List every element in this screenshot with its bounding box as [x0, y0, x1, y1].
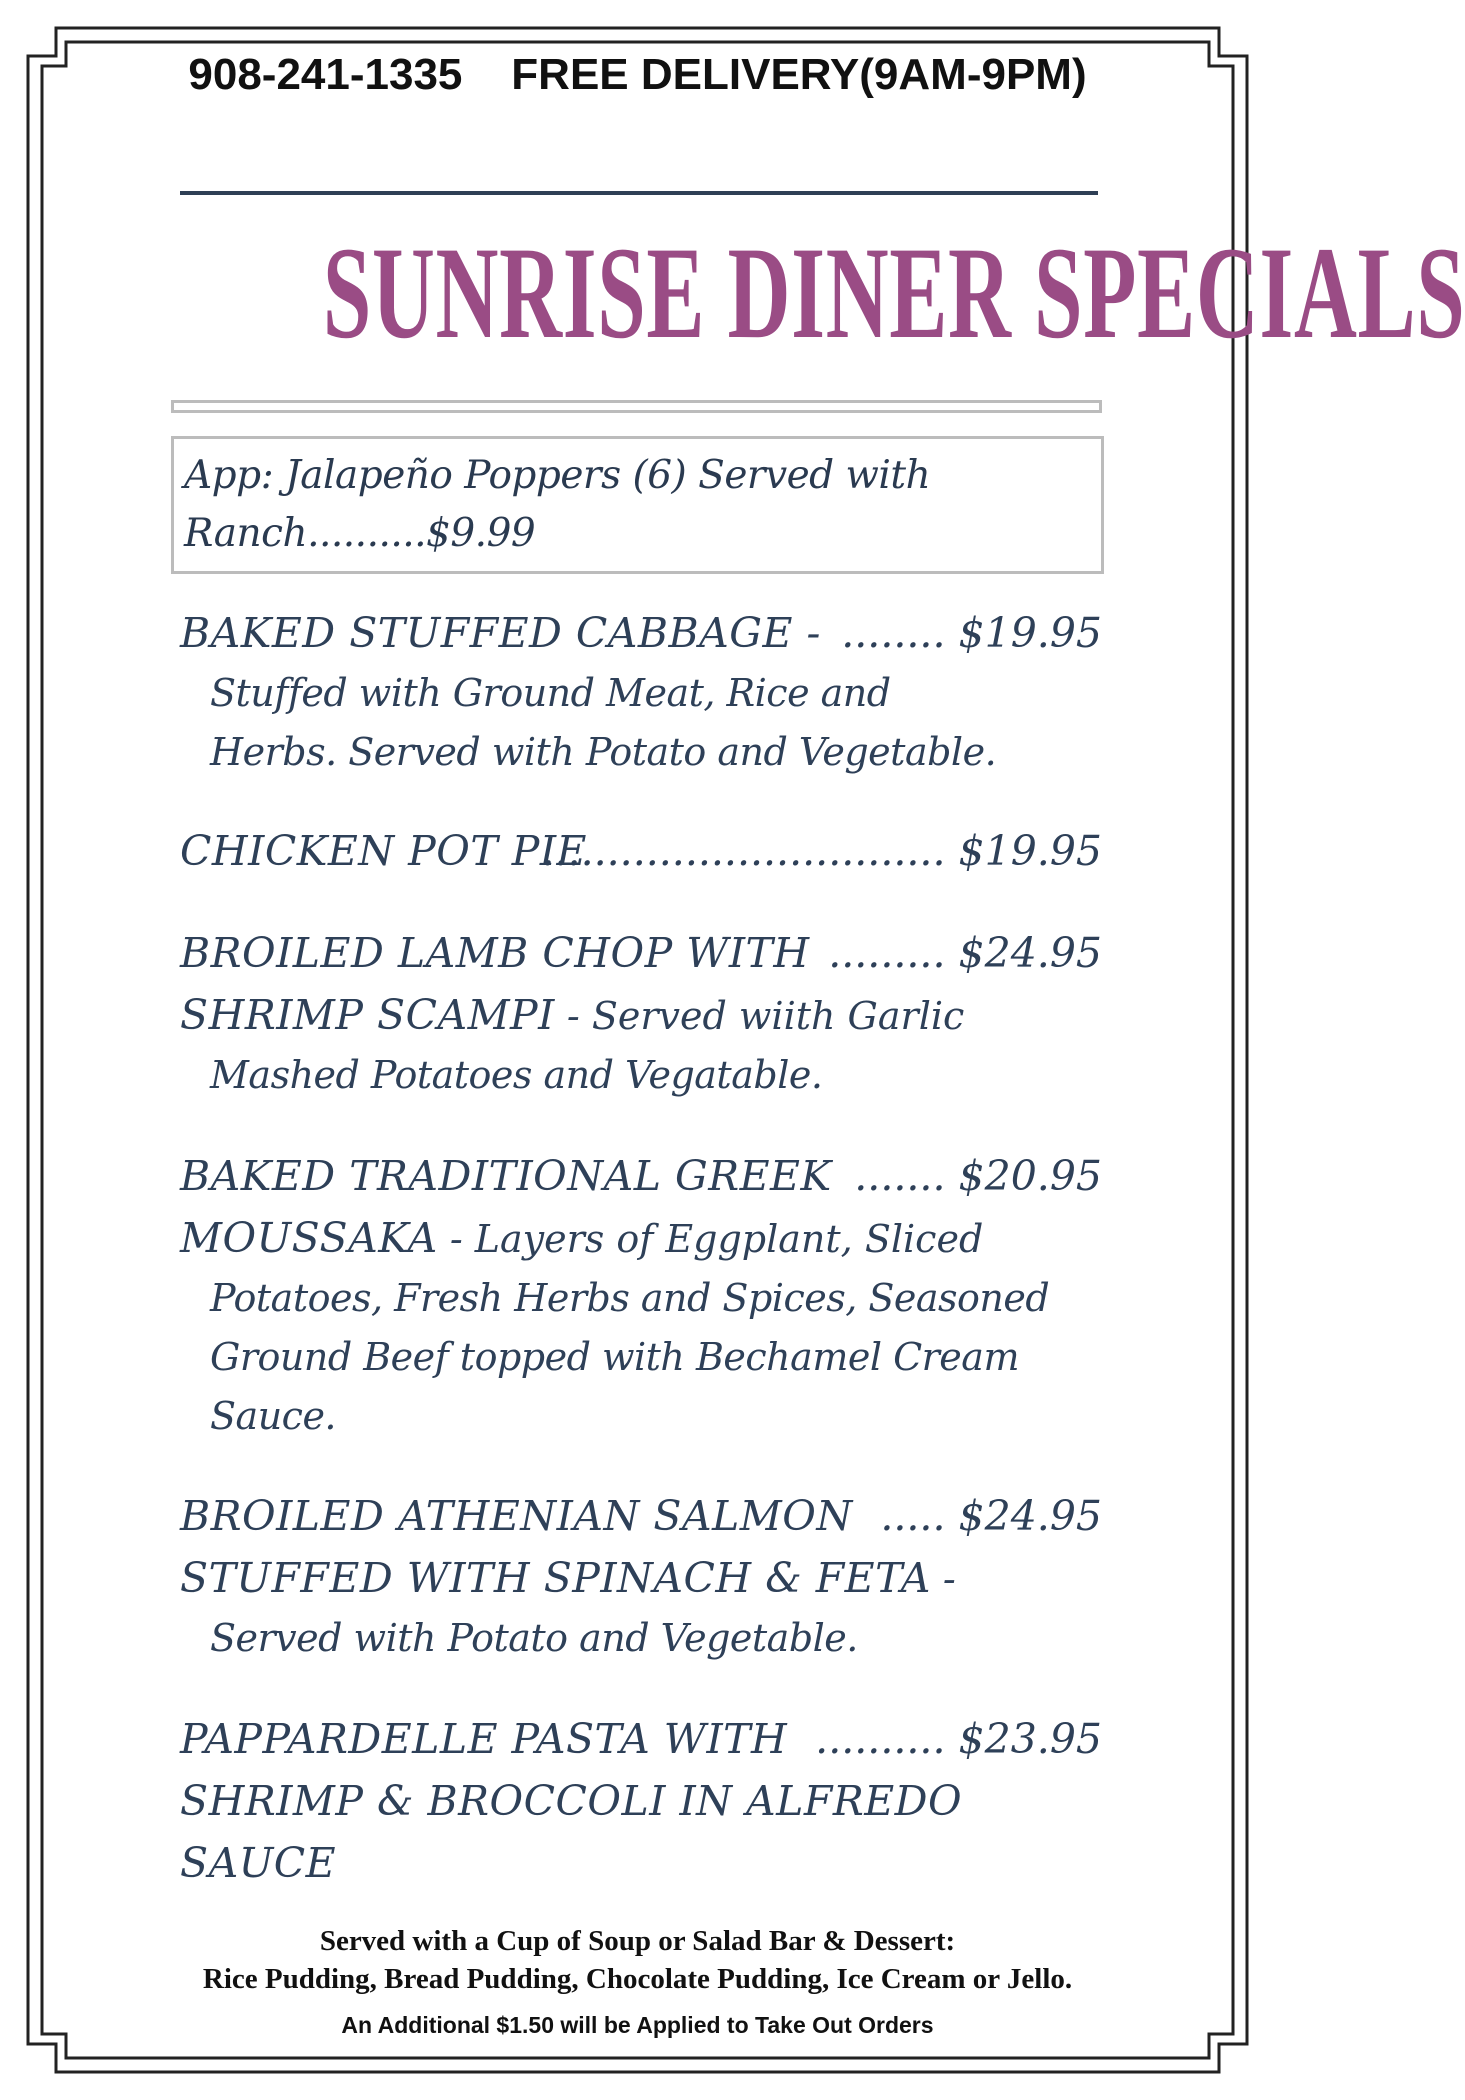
item-price: $19.95	[958, 609, 1102, 657]
menu-item-lamb-chop	[180, 922, 1102, 1105]
item-description: Served with Potato and Vegetable.	[210, 1616, 858, 1660]
page-title: SUNRISE DINER SPECIALS	[322, 219, 1465, 366]
item-name: BROILED ATHENIAN SALMON	[180, 1492, 853, 1540]
item-description: - Served wiith Garlic	[554, 994, 965, 1038]
item-dots: ..........	[815, 1715, 946, 1763]
appetizer-line-1: App: Jalapeño Poppers (6) Served with	[184, 453, 931, 498]
menu-item-stuffed-cabbage	[180, 602, 1102, 782]
menu-item-chicken-pot-pie	[180, 820, 1102, 882]
item-dots: ...............................	[541, 827, 946, 875]
item-name: BAKED TRADITIONAL GREEK	[180, 1152, 832, 1200]
item-name-continued: SHRIMP SCAMPI	[180, 991, 555, 1039]
sides-note-line-2: Rice Pudding, Bread Pudding, Chocolate Pudding, Ice Cream or Jello.	[202, 1963, 1073, 1995]
takeout-note: An Additional $1.50 will be Applied to Take Out Orders	[341, 2012, 934, 2038]
sides-note	[0, 1922, 1275, 1998]
item-description: Potatoes, Fresh Herbs and Spices, Seasoned	[210, 1276, 1050, 1320]
menu-item-moussaka	[180, 1145, 1102, 1446]
item-description: - Layers of Eggplant, Sliced	[437, 1217, 984, 1261]
item-name-continued: STUFFED WITH SPINACH & FETA	[180, 1554, 931, 1602]
item-name: BAKED STUFFED CABBAGE -	[180, 609, 821, 657]
item-name-continued: MOUSSAKA	[180, 1214, 438, 1262]
title-rule-bottom	[171, 400, 1102, 413]
free-delivery-text: FREE DELIVERY(9AM-9PM)	[511, 50, 1087, 99]
item-name-continued: SHRIMP & BROCCOLI IN ALFREDO	[180, 1777, 963, 1825]
appetizer-box	[171, 436, 1104, 574]
item-description: Mashed Potatoes and Vegatable.	[210, 1053, 823, 1097]
item-dots: .....	[880, 1492, 946, 1540]
item-dots: .......	[854, 1152, 946, 1200]
item-description: Stuffed with Ground Meat, Rice and	[210, 671, 891, 715]
title-rule-top	[180, 191, 1098, 195]
item-name-continued: SAUCE	[180, 1839, 337, 1887]
item-name: PAPPARDELLE PASTA WITH	[180, 1715, 788, 1763]
item-dots: ........	[841, 609, 946, 657]
menu-item-salmon	[180, 1485, 1102, 1668]
item-price: $23.95	[958, 1715, 1102, 1763]
appetizer-line-2: Ranch..........$9.99	[184, 511, 536, 556]
item-description: Herbs. Served with Potato and Vegetable.	[210, 730, 997, 774]
delivery-header	[0, 50, 1275, 100]
item-price: $19.95	[958, 827, 1102, 875]
menu-item-pappardelle	[180, 1708, 1102, 1894]
item-name: BROILED LAMB CHOP WITH	[180, 929, 810, 977]
sides-note-line-1: Served with a Cup of Soup or Salad Bar & Dessert:	[319, 1925, 956, 1957]
item-name: CHICKEN POT PIE	[180, 827, 587, 875]
item-description: Ground Beef topped with Bechamel Cream	[210, 1335, 1019, 1379]
item-description: -	[930, 1557, 956, 1601]
item-dots: .........	[828, 929, 946, 977]
item-description: Sauce.	[210, 1394, 337, 1438]
phone-number: 908-241-1335	[188, 50, 463, 99]
item-price: $24.95	[958, 929, 1102, 977]
item-price: $24.95	[958, 1492, 1102, 1540]
item-price: $20.95	[958, 1152, 1102, 1200]
